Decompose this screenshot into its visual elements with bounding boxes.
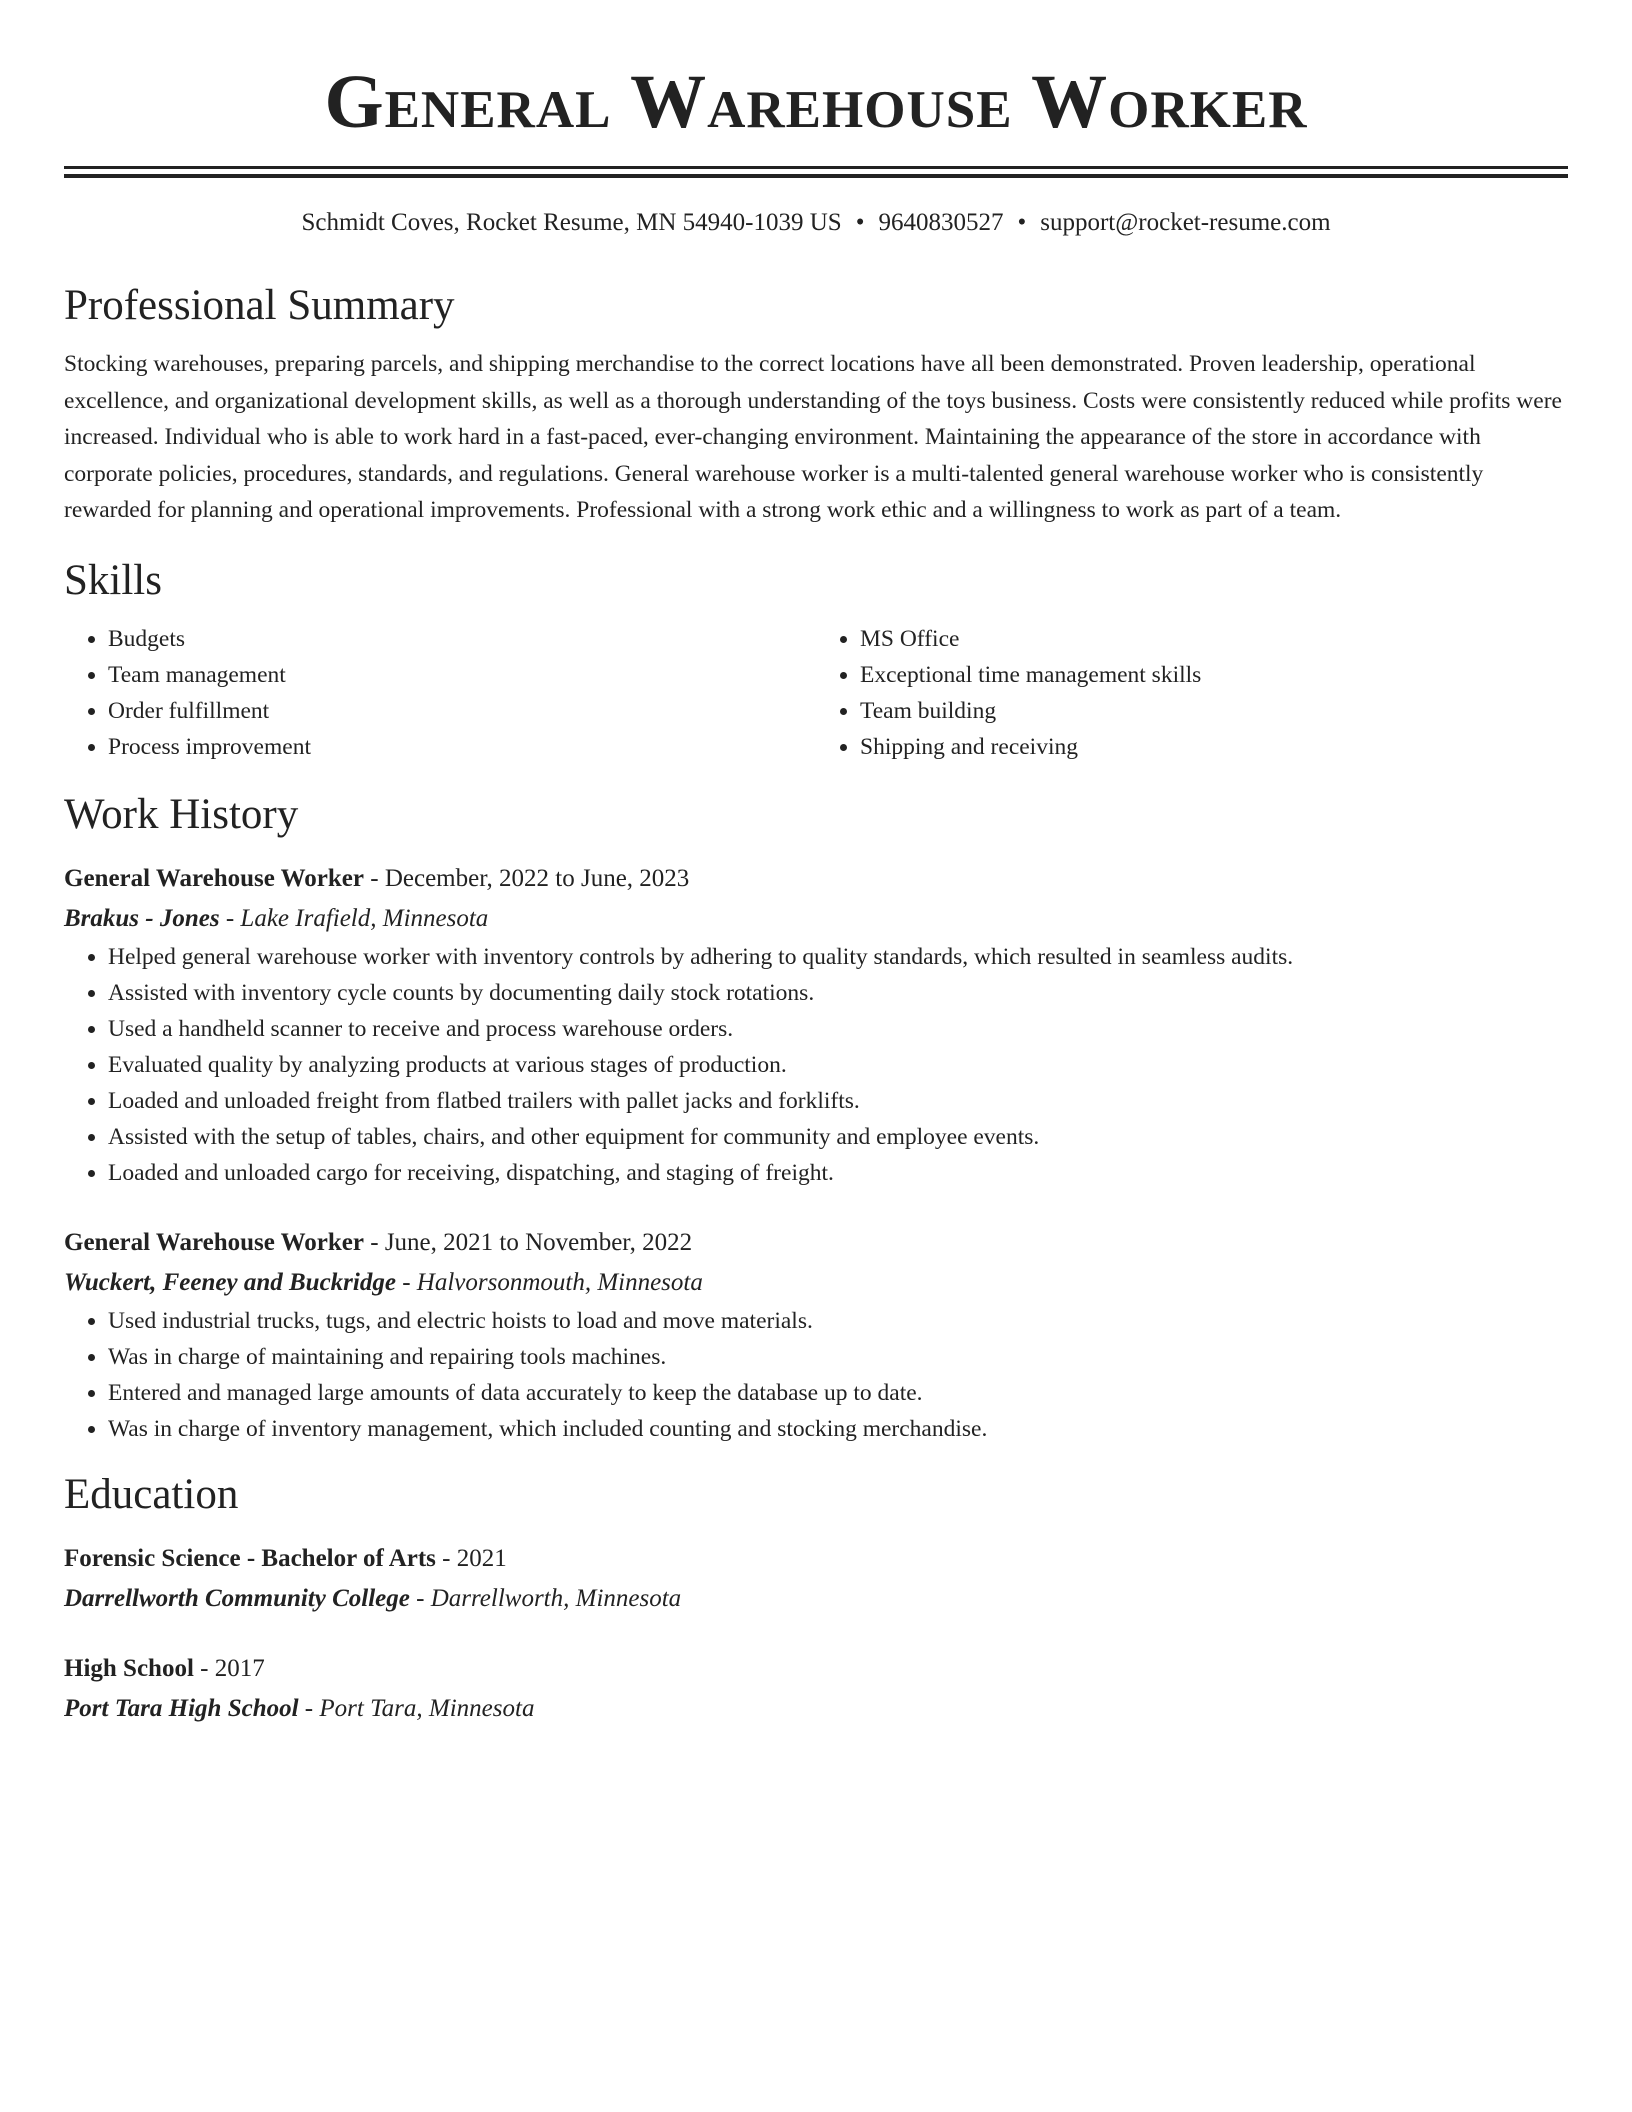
education-location: - Port Tara, Minnesota bbox=[298, 1694, 535, 1722]
section-title-work-history: Work History bbox=[64, 790, 299, 838]
education-degree: Forensic Science - Bachelor of Arts bbox=[64, 1544, 436, 1572]
section-title-summary: Professional Summary bbox=[64, 282, 455, 329]
job-duty: • Was in charge of maintaining and repairing tools machines. bbox=[108, 1339, 1568, 1375]
job-duty: • Used a handheld scanner to receive and process warehouse orders. bbox=[108, 1011, 1568, 1047]
skill-item: • Team management bbox=[108, 657, 816, 693]
education-heading bbox=[64, 1539, 1568, 1579]
job-duty: • Loaded and unloaded freight from flatbed trailers with pallet jacks and forklifts. bbox=[108, 1083, 1568, 1119]
contact-line bbox=[64, 206, 1568, 240]
education-school-line bbox=[64, 1579, 1568, 1619]
job-employer-line bbox=[64, 1263, 1568, 1303]
contact-email: support@rocket-resume.com bbox=[1040, 209, 1331, 236]
skills-column-left bbox=[64, 621, 816, 765]
education-entry bbox=[64, 1539, 1568, 1619]
section-title-education: Education bbox=[64, 1470, 239, 1518]
job-location: - Lake Irafield, Minnesota bbox=[219, 904, 489, 932]
job-dates: - December, 2022 to June, 2023 bbox=[364, 864, 690, 892]
job-dates: - June, 2021 to November, 2022 bbox=[364, 1228, 693, 1256]
job-location: - Halvorsonmouth, Minnesota bbox=[395, 1268, 703, 1296]
contact-phone: 9640830527 bbox=[878, 209, 1004, 236]
education-location: - Darrellworth, Minnesota bbox=[409, 1584, 682, 1612]
job-entry bbox=[64, 859, 1568, 1191]
skills-grid bbox=[64, 621, 1568, 765]
job-entry bbox=[64, 1223, 1568, 1447]
education-school: Port Tara High School bbox=[64, 1694, 299, 1722]
contact-separator: • bbox=[1017, 209, 1027, 236]
job-duty: • Was in charge of inventory management, which included counting and stocking merchandise. bbox=[108, 1411, 1568, 1447]
job-duties-list bbox=[64, 939, 1568, 1191]
skill-item: • MS Office bbox=[860, 621, 1568, 657]
job-duty: • Loaded and unloaded cargo for receiving, dispatching, and staging of freight. bbox=[108, 1155, 1568, 1191]
skill-item: • Budgets bbox=[108, 621, 816, 657]
skills-column-right bbox=[816, 621, 1568, 765]
skill-item: • Process improvement bbox=[108, 729, 816, 765]
job-position: General Warehouse Worker bbox=[64, 1228, 364, 1256]
skill-item: • Team building bbox=[860, 693, 1568, 729]
summary-text: Stocking warehouses, preparing parcels, and shipping merchandise to the correct locations have all been demonstrated. Proven leadership, operational excellence, and organizational development skills, as well as a thorough understanding of the toys business. Costs were consistently reduced while profits were increased. Individual who is able to work hard in a fast-paced, ever-changing environment. Maintaining the appearance of the store in accordance with corporate policies, procedures, standards, and regulations. General warehouse worker is a multi-talented general warehouse worker who is consistently rewarded for planning and operational improvements. Professional with a strong work ethic and a willingness to work as part of a team. bbox=[64, 351, 1562, 523]
education-school: Darrellworth Community College bbox=[64, 1584, 410, 1612]
job-heading bbox=[64, 859, 1568, 899]
job-duty: • Assisted with the setup of tables, chairs, and other equipment for community and employee events. bbox=[108, 1119, 1568, 1155]
education-year: - 2021 bbox=[435, 1544, 507, 1572]
education-school-line bbox=[64, 1689, 1568, 1729]
section-title-skills: Skills bbox=[64, 556, 162, 604]
education-degree: High School bbox=[64, 1654, 194, 1682]
job-employer-line bbox=[64, 899, 1568, 939]
header-double-rule bbox=[64, 166, 1568, 178]
job-company: Brakus - Jones bbox=[64, 904, 220, 932]
job-duty: • Evaluated quality by analyzing products at various stages of production. bbox=[108, 1047, 1568, 1083]
job-company: Wuckert, Feeney and Buckridge bbox=[64, 1268, 396, 1296]
job-duties-list bbox=[64, 1303, 1568, 1447]
resume-name: General Warehouse Worker bbox=[324, 60, 1308, 144]
job-position: General Warehouse Worker bbox=[64, 864, 364, 892]
education-year: - 2017 bbox=[193, 1654, 265, 1682]
contact-address: Schmidt Coves, Rocket Resume, MN 54940-1039 US bbox=[301, 209, 842, 236]
job-duty: • Used industrial trucks, tugs, and electric hoists to load and move materials. bbox=[108, 1303, 1568, 1339]
job-duty: • Helped general warehouse worker with inventory controls by adhering to quality standards, which resulted in seamless audits. bbox=[108, 939, 1568, 975]
contact-separator: • bbox=[855, 209, 865, 236]
skill-item: • Exceptional time management skills bbox=[860, 657, 1568, 693]
skill-item: • Shipping and receiving bbox=[860, 729, 1568, 765]
job-heading bbox=[64, 1223, 1568, 1263]
education-entry bbox=[64, 1649, 1568, 1729]
job-duty: • Assisted with inventory cycle counts by documenting daily stock rotations. bbox=[108, 975, 1568, 1011]
skill-item: • Order fulfillment bbox=[108, 693, 816, 729]
job-duty: • Entered and managed large amounts of data accurately to keep the database up to date. bbox=[108, 1375, 1568, 1411]
education-heading bbox=[64, 1649, 1568, 1689]
